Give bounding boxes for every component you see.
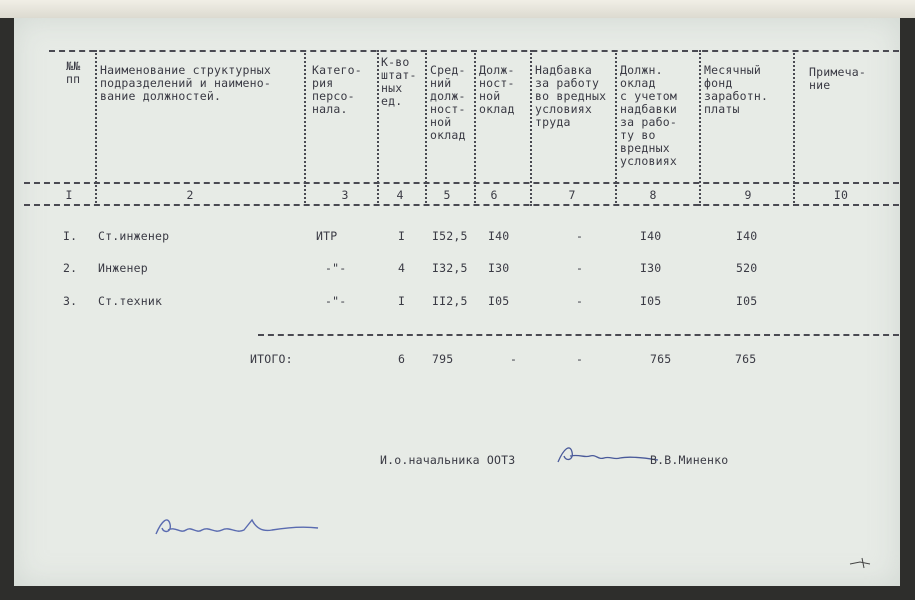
header-col-1: №№ пп <box>66 59 81 86</box>
col-number-3: 3 <box>341 188 349 202</box>
total-fund: 765 <box>735 352 757 366</box>
total-qty: 6 <box>398 352 406 366</box>
row-fund: 520 <box>736 261 758 275</box>
col-number-1: I <box>65 188 73 202</box>
row-title: Инженер <box>98 261 148 275</box>
col-number-2: 2 <box>186 188 194 202</box>
total-salary: - <box>510 352 518 366</box>
row-total-salary: I40 <box>640 229 662 243</box>
col-sep <box>615 50 617 206</box>
row-total-salary: I30 <box>640 261 662 275</box>
row-avg-salary: II2,5 <box>432 294 468 308</box>
col-sep <box>425 50 427 206</box>
col-number-6: 6 <box>490 188 498 202</box>
header-bottom-rule <box>24 182 899 184</box>
row-avg-salary: I52,5 <box>432 229 468 243</box>
col-sep <box>530 50 532 206</box>
row-qty: 4 <box>398 261 406 275</box>
corner-mark <box>848 556 872 570</box>
row-salary: I40 <box>488 229 510 243</box>
column-number-rule <box>24 204 899 206</box>
col-sep <box>474 50 476 206</box>
signer-position: И.о.начальника ООТЗ <box>380 453 516 467</box>
col-sep <box>377 50 379 206</box>
col-number-8: 8 <box>649 188 657 202</box>
row-number: 2. <box>63 261 78 275</box>
col-sep <box>699 50 701 206</box>
row-fund: I40 <box>736 229 758 243</box>
header-col-2: Наименование структурных подразделений и наимено- вание должностей. <box>100 63 271 103</box>
col-sep <box>95 50 97 206</box>
row-salary: I05 <box>488 294 510 308</box>
col-sep <box>793 50 795 206</box>
document-page <box>14 18 900 586</box>
total-rule <box>258 334 899 336</box>
signer-name: В.В.Миненко <box>650 453 729 467</box>
row-salary: I30 <box>488 261 510 275</box>
header-col-3: Катего- рия персо- нала. <box>312 63 362 116</box>
row-category: -"- <box>325 294 347 308</box>
header-col-5: Сред- ний долж- ност- ной оклад <box>430 63 466 142</box>
total-total-salary: 765 <box>650 352 672 366</box>
row-title: Ст.техник <box>98 294 163 308</box>
total-label: ИТОГО: <box>250 352 293 366</box>
row-total-salary: I05 <box>640 294 662 308</box>
col-number-9: 9 <box>744 188 752 202</box>
row-bonus: - <box>576 261 584 275</box>
row-bonus: - <box>576 294 584 308</box>
col-number-7: 7 <box>568 188 576 202</box>
header-col-6: Долж- ност- ной оклад <box>479 63 515 116</box>
handwritten-signature <box>550 438 660 470</box>
row-number: I. <box>63 229 78 243</box>
header-col-8: Должн. оклад с учетом надбавки за рабо- ту во вредных условиях <box>620 63 677 168</box>
row-number: 3. <box>63 294 78 308</box>
col-number-4: 4 <box>396 188 404 202</box>
binding-strip <box>0 0 915 18</box>
total-avg: 795 <box>432 352 454 366</box>
header-col-10: Примеча- ние <box>809 65 866 92</box>
row-category: -"- <box>325 261 347 275</box>
total-bonus: - <box>576 352 584 366</box>
header-col-7: Надбавка за работу во вредных условиях труда <box>535 63 607 129</box>
row-bonus: - <box>576 229 584 243</box>
handwritten-note <box>152 512 322 542</box>
row-category: ИТР <box>316 229 338 243</box>
row-title: Ст.инженер <box>98 229 170 243</box>
col-sep <box>304 50 306 206</box>
row-qty: I <box>398 229 406 243</box>
col-number-5: 5 <box>443 188 451 202</box>
header-col-4: К-во штат- ных ед. <box>381 55 417 108</box>
row-qty: I <box>398 294 406 308</box>
header-col-9: Месячный фонд заработн. платы <box>704 63 769 116</box>
row-avg-salary: I32,5 <box>432 261 468 275</box>
col-number-10: I0 <box>833 188 849 202</box>
row-fund: I05 <box>736 294 758 308</box>
